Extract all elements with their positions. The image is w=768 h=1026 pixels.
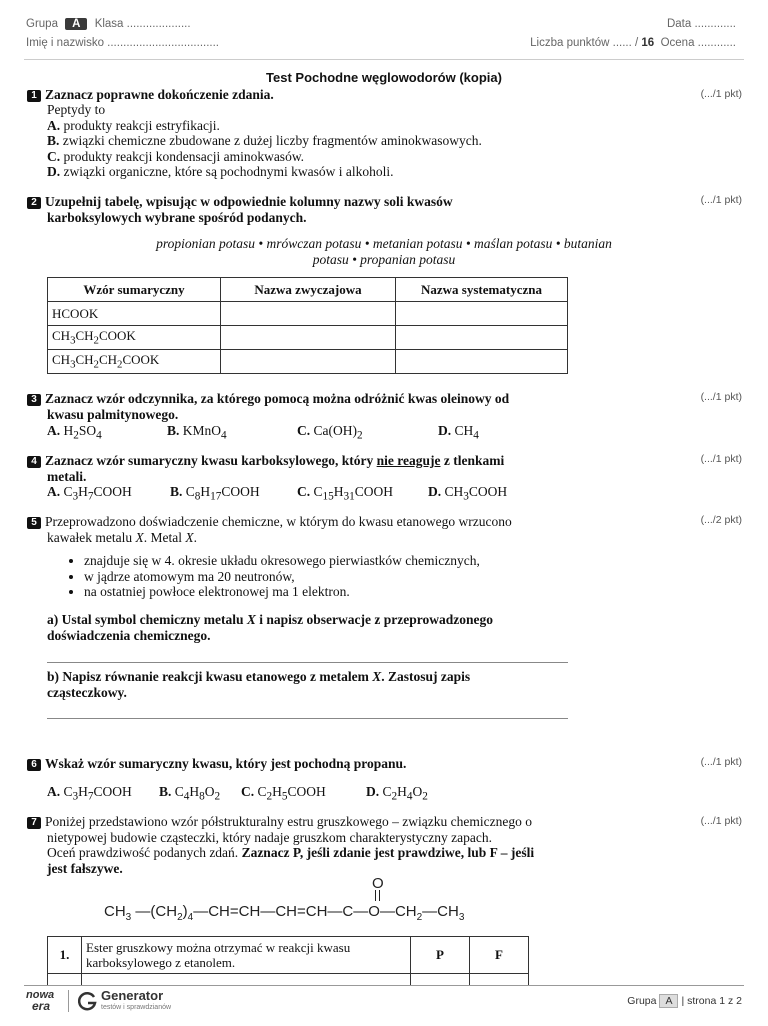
question-6 [27, 756, 667, 772]
question-text: Zaznacz wzór odczynnika, za którego pomocą można odróżnić kwas oleinowy od [45, 391, 510, 406]
q4-option-d[interactable]: D. $CH_3COOH$ [428, 484, 508, 503]
question-text: Zaznacz wzór sumaryczny kwasu karboksylowego, który [45, 453, 377, 468]
question-text-cont: Oceń prawdziwość podanych zdań. [47, 845, 242, 860]
question-text: Zaznacz poprawne dokończenie zdania. [45, 87, 274, 102]
q6-option-d[interactable]: D. $C_2H_4O_2$ [366, 784, 428, 803]
common-name-cell[interactable] [221, 350, 396, 374]
question-text-cont: kwasu palmitynowego. [47, 406, 179, 422]
common-name-cell[interactable] [221, 302, 396, 326]
formula-cell: $CH_3CH_2COOK$ [48, 326, 221, 350]
question-text-cont: metali. [47, 468, 87, 484]
question-number: 3 [27, 394, 41, 406]
group-badge: A [65, 18, 87, 30]
option-letter: B. [47, 133, 60, 148]
q3-option-d[interactable]: D. $CH_4$ [438, 423, 479, 442]
list-item: • na ostatniej powłoce elektronowej ma 1 elektron. [84, 584, 684, 600]
formula-cell: $CH_3CH_2CH_2COOK$ [48, 350, 221, 374]
q1-stem: Peptydy to [47, 102, 106, 117]
common-name-cell[interactable] [221, 326, 396, 350]
option-letter: C. [47, 148, 61, 164]
option-letter: A. [47, 117, 61, 133]
footer-group-badge: A [659, 994, 678, 1008]
q2-name-list [0, 236, 768, 267]
q4-option-c[interactable]: C. $C_{15}H_{31}COOH$ [297, 484, 394, 503]
question-text-cont: karboksylowych wybrane spośród podanych. [47, 209, 307, 225]
question-text: Przeprowadzono doświadczenie chemiczne, w którym do kwasu etanowego wrzucono [45, 514, 512, 529]
score-field [530, 37, 736, 49]
false-option[interactable]: F [470, 937, 529, 974]
question-number: 2 [27, 197, 41, 209]
question-1 [27, 87, 667, 103]
q6-option-b[interactable]: B. $C_4H_8O_2$ [159, 784, 221, 803]
q7-points: (.../1 pkt) [700, 815, 742, 827]
q6-option-c[interactable]: C. $C_2H_5COOH$ [241, 784, 326, 803]
ester-structure-formula: O $CH_3$ $—(CH_2)_4—CH=CH—CH=CH—C—O—CH_2—CH_3$ [104, 875, 465, 923]
answer-line[interactable] [47, 662, 568, 663]
class-field: Klasa .................... [94, 18, 191, 30]
q1-option-c[interactable] [47, 149, 687, 165]
footer-page-info: Grupa A | strona 1 z 2 [627, 995, 742, 1007]
nowa-era-logo: nowa era [26, 989, 55, 1013]
question-number: 6 [27, 759, 41, 771]
statement-cell: Ester gruszkowy można otrzymać w reakcji kwasu karboksylowego z etanolem. [82, 937, 411, 974]
names-line: potasu • propanian potasu [312, 251, 456, 267]
true-option[interactable]: P [411, 937, 470, 974]
q3-option-b[interactable]: B. KMnO$_4$ [167, 423, 227, 442]
answer-line[interactable] [47, 718, 568, 719]
test-title: Test Pochodne węglowodorów (kopia) [266, 70, 502, 85]
list-item: • znajduje się w 4. okresie układu okresowego pierwiastków chemicznych, [84, 553, 684, 569]
group-label: Grupa [26, 18, 58, 30]
systematic-name-cell[interactable] [396, 350, 568, 374]
points-label: Liczba punktów ...... / [530, 37, 642, 49]
date-field: Data ............. [666, 18, 736, 30]
question-number: 7 [27, 817, 41, 829]
table-header: Wzór sumaryczny [48, 278, 221, 302]
salts-table [47, 277, 568, 374]
question-instruction-cont: jest fałszywe. [47, 860, 123, 876]
q1-option-a[interactable] [47, 118, 687, 134]
table-row [48, 326, 568, 350]
question-text-cont: kawałek metalu X. Metal X. [47, 529, 197, 545]
row-number: 1. [48, 937, 82, 974]
question-text: Wskaż wzór sumaryczny kwasu, który jest pochodną propanu. [45, 756, 407, 771]
header-divider [24, 59, 744, 60]
question-text: Poniżej przedstawiono wzór półstrukturalny estru gruszkowego – związku chemicznego o [45, 814, 532, 829]
q6-points: (.../1 pkt) [700, 756, 742, 768]
q5-part-b: b) Napisz równanie reakcji kwasu etanowego z metalem X. Zastosuj zapis cząsteczkowy. [47, 669, 471, 700]
q6-option-a[interactable]: A. $C_3H_7COOH$ [47, 784, 132, 803]
points-max: 16 [641, 37, 655, 49]
question-7 [27, 814, 687, 876]
systematic-name-cell[interactable] [396, 302, 568, 326]
question-text-underline: nie reaguje [376, 453, 441, 468]
table-header: Nazwa zwyczajowa [221, 278, 396, 302]
question-text: Uzupełnij tabelę, wpisując w odpowiednie kolumny nazwy soli kwasów [45, 194, 453, 209]
table-row [48, 302, 568, 326]
question-text-end: z tlenkami [440, 453, 505, 468]
q1-option-b[interactable] [47, 133, 687, 149]
question-2 [27, 194, 667, 225]
name-field: Imię i nazwisko ................................... [26, 37, 219, 49]
q3-option-a[interactable]: A. $H_2SO_4$ [47, 423, 102, 442]
question-text-cont: nietypowej budowie cząsteczki, który nadaje gruszkom charakterystyczny zapach. [47, 829, 492, 845]
header-group [26, 18, 191, 30]
question-number: 4 [27, 456, 41, 468]
generator-logo-icon [78, 991, 98, 1016]
q3-option-c[interactable]: C. $Ca(OH)_2$ [297, 423, 363, 442]
list-item: • w jądrze atomowym ma 20 neutronów, [84, 569, 684, 585]
option-text: związki chemiczne zbudowane z dużej liczby fragmentów aminokwasowych. [59, 133, 482, 148]
question-4 [27, 453, 667, 484]
q1-options [47, 102, 687, 180]
systematic-name-cell[interactable] [396, 326, 568, 350]
table-header: Nazwa systematyczna [396, 278, 568, 302]
option-text: związki organiczne, które są pochodnymi kwasów i alkoholi. [60, 164, 394, 179]
option-text: produkty reakcji estryfikacji. [60, 117, 220, 133]
question-3 [27, 391, 667, 422]
question-number: 1 [27, 90, 41, 102]
q5-points: (.../2 pkt) [700, 514, 742, 526]
q1-option-d[interactable] [47, 164, 687, 180]
generator-logo: Generator testów i sprawdzianów [101, 988, 172, 1011]
q4-option-b[interactable]: B. $C_8H_{17}COOH$ [170, 484, 260, 503]
table-row [48, 350, 568, 374]
footer-divider [68, 990, 69, 1012]
q5-bullets [44, 553, 684, 600]
question-5 [27, 514, 667, 545]
names-line: propionian potasu • mrówczan potasu • metanian potasu • maślan potasu • butanian [156, 236, 612, 251]
q4-option-a[interactable]: A. $C_3H_7COOH$ [47, 484, 132, 503]
grade-label: Ocena ............ [660, 37, 736, 49]
q1-points: (.../1 pkt) [700, 88, 742, 100]
question-instruction: Zaznacz P, jeśli zdanie jest prawdziwe, lub F – jeśli [241, 845, 535, 860]
option-text: produkty reakcji kondensacji aminokwasów. [60, 148, 305, 164]
page-number: | strona 1 z 2 [681, 995, 742, 1007]
q4-points: (.../1 pkt) [700, 453, 742, 465]
table-row [48, 937, 529, 974]
q5-part-a: a) Ustal symbol chemiczny metalu X i napisz obserwacje z przeprowadzonego doświadczenia chemicznego. [47, 612, 493, 643]
formula-cell: HCOOK [48, 302, 221, 326]
q3-points: (.../1 pkt) [700, 391, 742, 403]
q2-points: (.../1 pkt) [700, 194, 742, 206]
question-number: 5 [27, 517, 41, 529]
option-letter: D. [47, 164, 61, 179]
